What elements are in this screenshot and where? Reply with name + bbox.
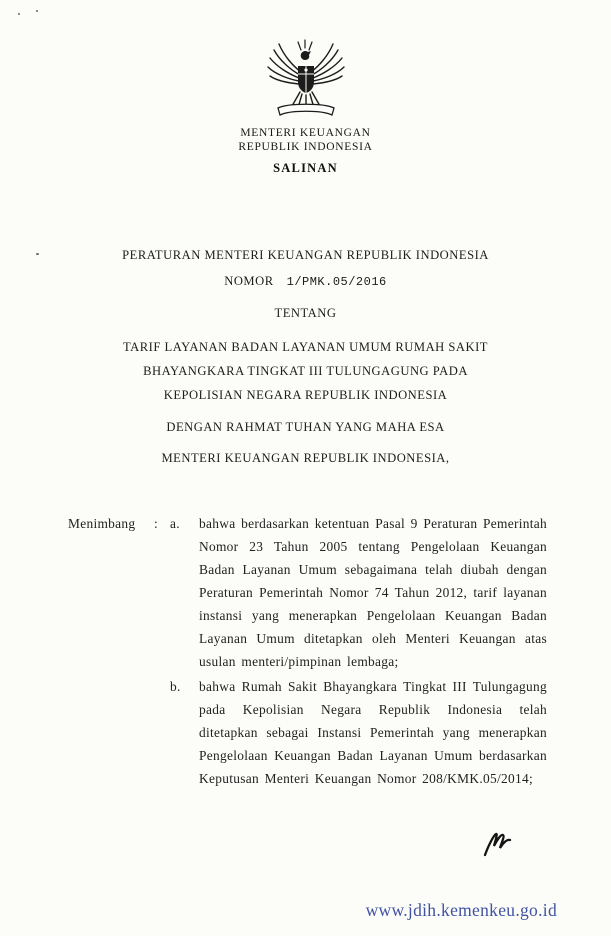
nomor-value: 1/PMK.05/2016 — [286, 275, 387, 289]
item-text: bahwa berdasarkan ketentuan Pasal 9 Peraturan Pemerintah Nomor 23 Tahun 2005 tentang Pengelolaan Keuangan Badan Layanan Umum sebagaimana telah diubah dengan Peraturan Pemerintah Nomor 74 Tahun 2012, tarif layanan instansi yang menerapkan Pengelolaan Keuangan Badan Layanan Umum ditetapkan oleh Menteri Keuangan atas usulan menteri/pimpinan lembaga; — [199, 516, 547, 669]
jdih-website-link[interactable]: www.jdih.kemenkeu.go.id — [365, 900, 557, 920]
signature-initial-icon — [481, 831, 513, 864]
regulation-number-line — [0, 274, 611, 289]
copy-type-label: SALINAN — [273, 161, 338, 175]
regulation-subject — [0, 335, 611, 407]
subject-line: KEPOLISIAN NEGARA REPUBLIK INDONESIA — [163, 388, 448, 402]
consideration-item-a — [170, 512, 547, 673]
letterhead — [0, 0, 611, 176]
grace-line: DENGAN RAHMAT TUHAN YANG MAHA ESA — [166, 420, 445, 434]
ministry-name-line1: MENTERI KEUANGAN — [240, 127, 371, 139]
title-block — [0, 248, 611, 466]
ink-speck — [36, 10, 38, 12]
item-text: bahwa Rumah Sakit Bhayangkara Tingkat III Tulungagung pada Kepolisian Negara Republik Indonesia telah ditetapkan sebagai Instansi Pemerintah yang menerapkan Pengelolaan Keuangan Badan Layanan Umum berdasarkan Keputusan Menteri Keuangan Nomor 208/KMK.05/2014; — [199, 679, 547, 786]
considerations-list — [170, 512, 547, 790]
item-letter: a. — [170, 516, 180, 531]
garuda-pancasila-emblem-icon — [0, 34, 611, 122]
ink-speck — [36, 253, 39, 255]
considerations-section — [68, 512, 547, 790]
subject-line: TARIF LAYANAN BADAN LAYANAN UMUM RUMAH SAKIT — [122, 340, 488, 354]
ink-speck — [18, 13, 20, 15]
subject-line: BHAYANGKARA TINGKAT III TULUNGAGUNG PADA — [143, 364, 468, 378]
nomor-label: NOMOR — [224, 274, 274, 288]
ministry-name-line2: REPUBLIK INDONESIA — [238, 141, 373, 153]
item-letter: b. — [170, 679, 181, 694]
authority-line: MENTERI KEUANGAN REPUBLIK INDONESIA, — [161, 451, 450, 465]
tentang-label: TENTANG — [274, 306, 337, 320]
consideration-item-b — [170, 675, 547, 790]
regulation-title: PERATURAN MENTERI KEUANGAN REPUBLIK INDONESIA — [122, 248, 489, 262]
menimbang-label: Menimbang — [68, 516, 136, 531]
menimbang-colon: : — [154, 516, 159, 531]
